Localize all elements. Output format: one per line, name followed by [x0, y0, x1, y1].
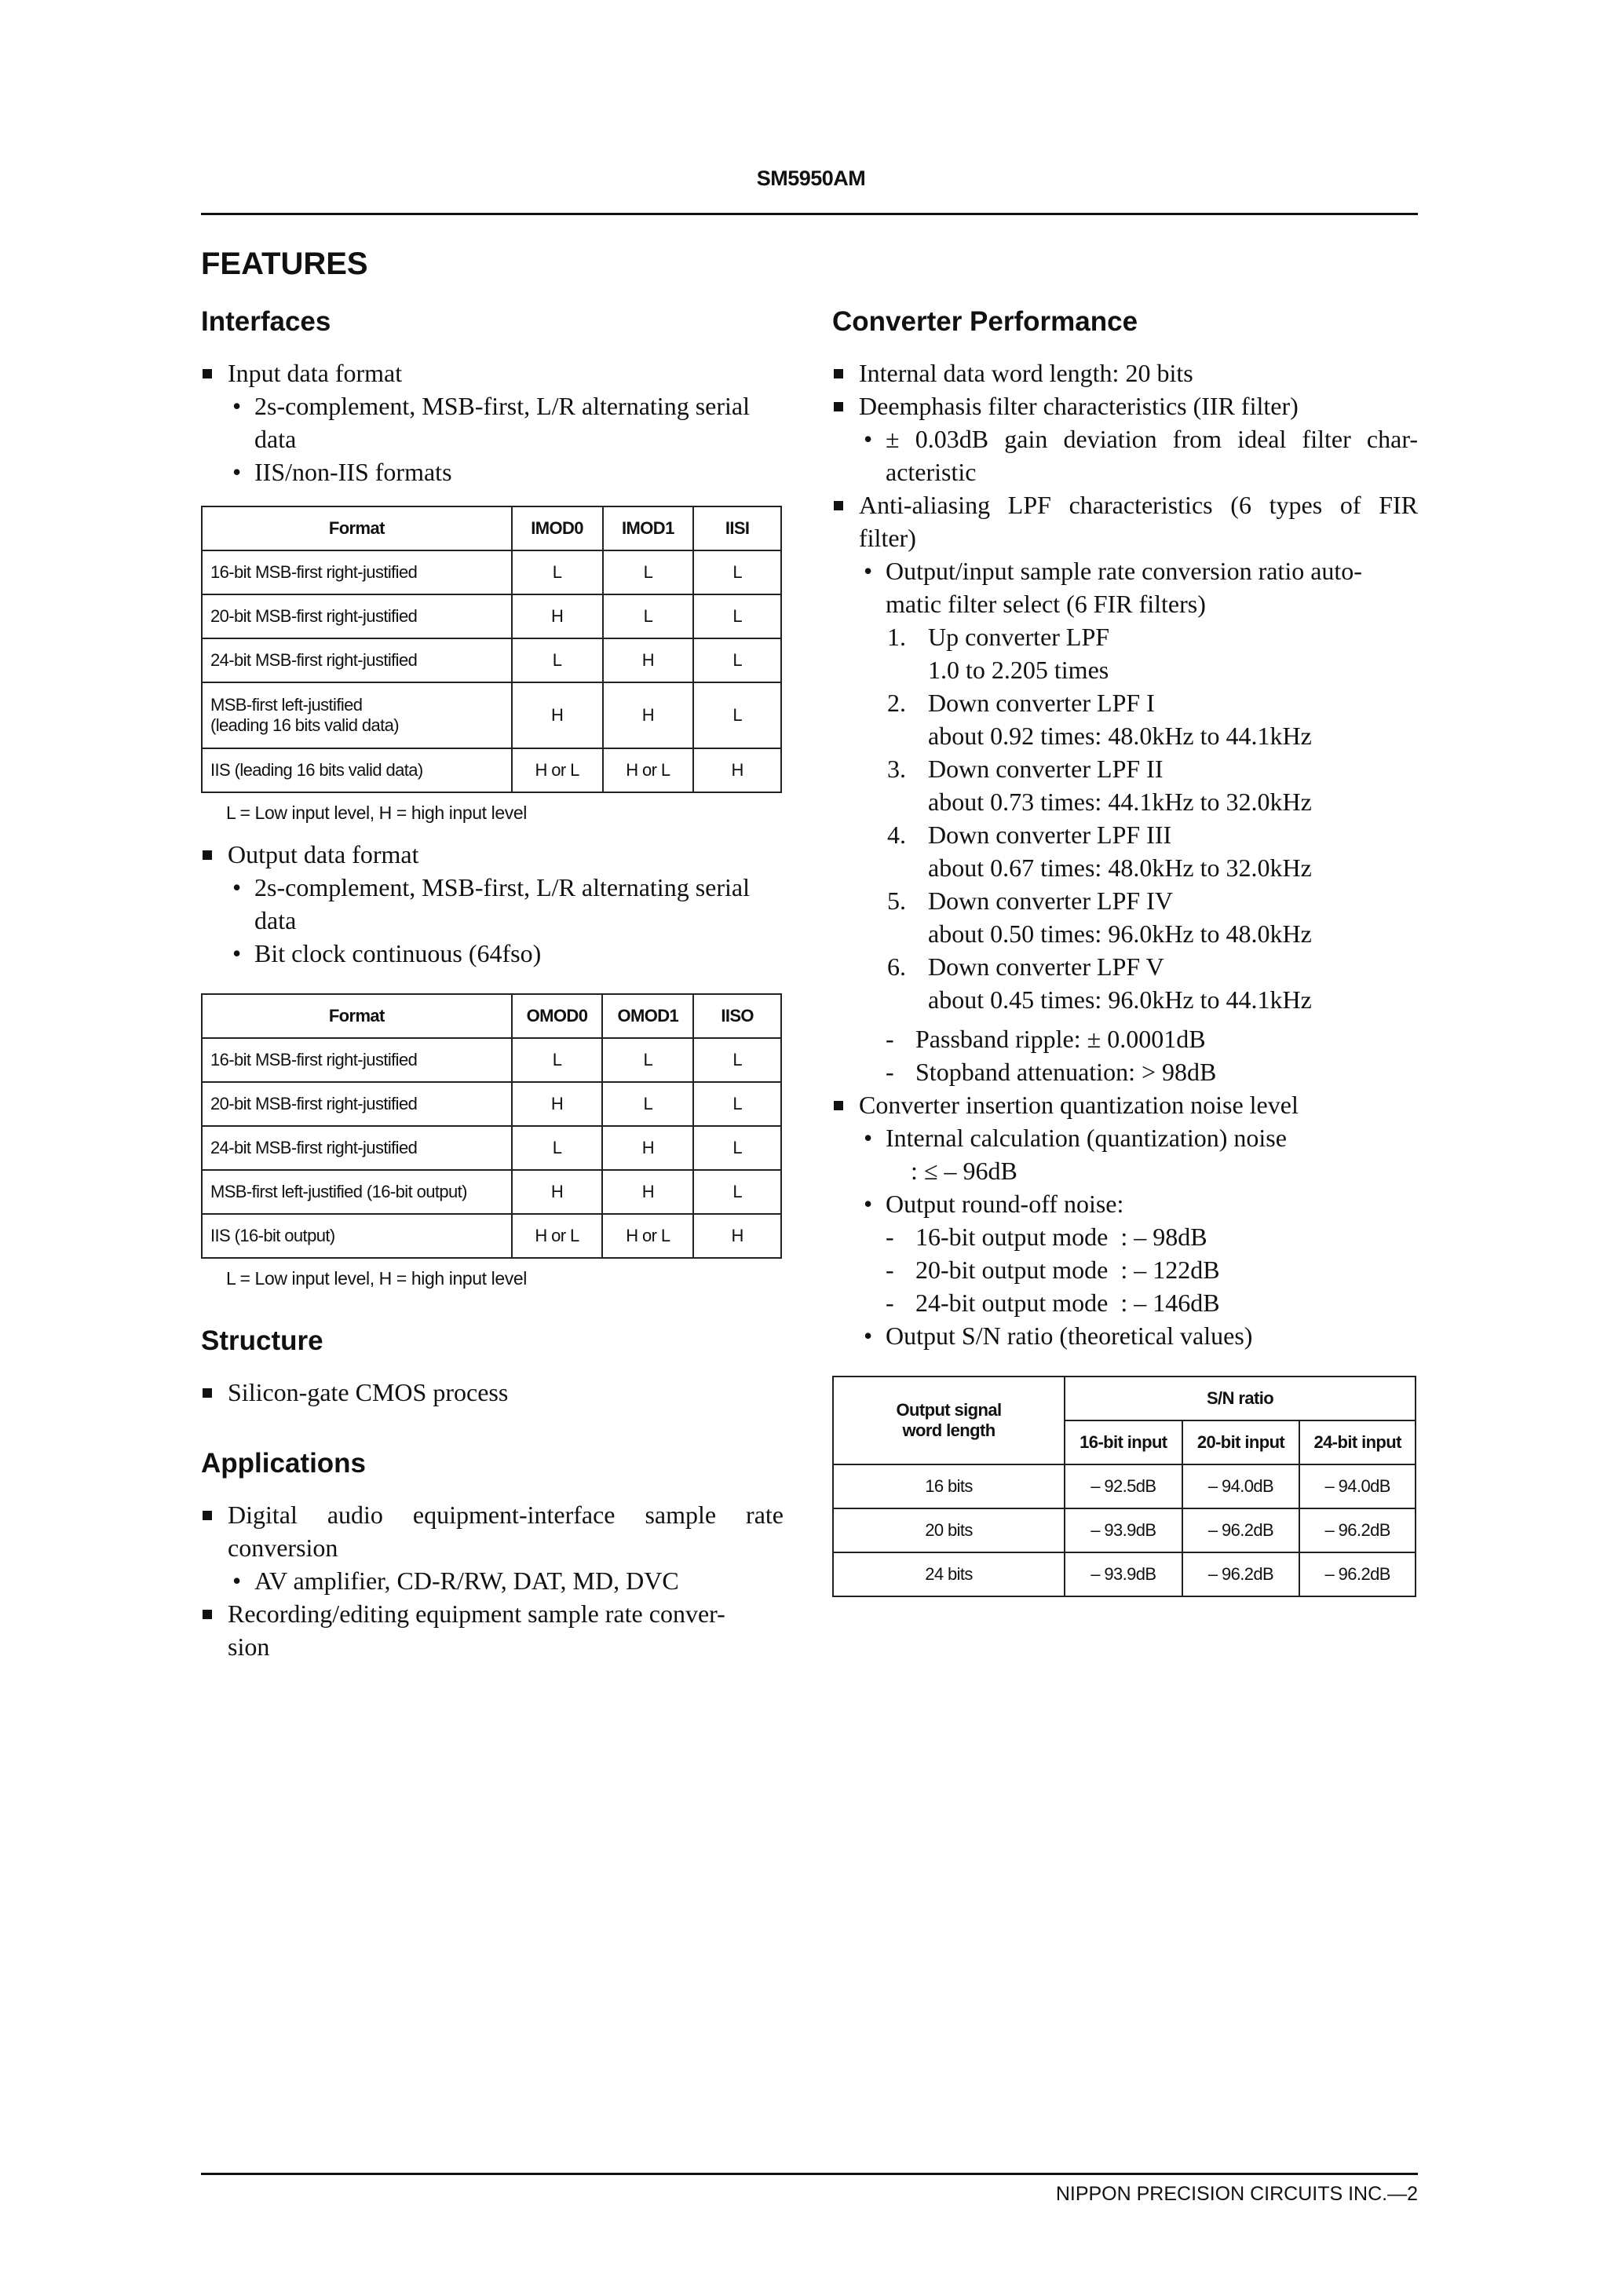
table-row [202, 682, 781, 748]
filter-name: Down converter LPF V [928, 952, 1164, 981]
left-column [201, 305, 784, 1663]
table-cell: IIS (leading 16 bits valid data) [202, 748, 512, 792]
page-header-title: SM5950AM [756, 166, 866, 190]
perf-item-cont: filter) [859, 524, 916, 552]
input-format-bullet: • 2s-complement, MSB-first, L/R alternating serial [201, 389, 784, 422]
table-header: S/N ratio [1065, 1377, 1416, 1420]
table-header: OMOD1 [602, 994, 693, 1038]
filter-detail: about 0.45 times: 96.0kHz to 44.1kHz [928, 985, 1312, 1014]
passband-ripple: - Passband ripple: ± 0.0001dB [832, 1022, 1418, 1055]
table-cell: L [603, 594, 694, 638]
table-cell: H [603, 682, 694, 748]
filter-name: Down converter LPF II [928, 755, 1164, 783]
filter-detail: 1.0 to 2.205 times [928, 656, 1109, 684]
perf-bullet-cont: acteristic [886, 458, 977, 486]
table-cell: – 92.5dB [1065, 1464, 1182, 1508]
table-cell: – 96.2dB [1182, 1552, 1300, 1596]
page-footer: NIPPON PRECISION CIRCUITS INC.—2 [1055, 2183, 1418, 2205]
table-cell: H or L [602, 1214, 693, 1258]
input-format-item: Input data format [201, 356, 784, 389]
applications-item: Digital audio equipment-interface sample rate [201, 1498, 784, 1531]
perf-item: Deemphasis filter characteristics (IIR filter) [832, 389, 1418, 422]
table-cell: H [512, 682, 603, 748]
table-row [202, 594, 781, 638]
table-cell: H [512, 594, 603, 638]
perf-bullet: • Output/input sample rate conversion ratio auto- [832, 554, 1418, 587]
list-number: 1. [887, 623, 906, 651]
filter-name: Down converter LPF IV [928, 887, 1173, 915]
table-cell: L [512, 550, 603, 594]
table-cell: H or L [603, 748, 694, 792]
noise-bullet-value: : ≤ – 96dB [911, 1157, 1017, 1185]
cell-line: (leading 16 bits valid data) [210, 715, 400, 735]
filter-name: Up converter LPF [928, 623, 1110, 651]
list-number: 4. [887, 821, 906, 849]
header-rule [201, 213, 1418, 215]
table-cell: 20-bit MSB-first right-justified [202, 1082, 512, 1126]
list-item [832, 818, 1418, 851]
table-cell: H [693, 1214, 781, 1258]
table-cell: H [512, 1170, 603, 1214]
table-cell: L [512, 1126, 603, 1170]
list-number: 6. [887, 952, 906, 981]
output-format-bullet: • Bit clock continuous (64fso) [201, 937, 784, 970]
table-cell: L [693, 638, 781, 682]
filter-detail: about 0.67 times: 48.0kHz to 32.0kHz [928, 854, 1312, 882]
table-row [833, 1552, 1416, 1596]
table-header [833, 1377, 1065, 1464]
table-cell: H or L [512, 1214, 603, 1258]
perf-bullet: • ± 0.03dB gain deviation from ideal filter char- [832, 422, 1418, 455]
table-row [833, 1508, 1416, 1552]
table-cell: H [512, 1082, 603, 1126]
noise-bullet: • Output round-off noise: [832, 1187, 1418, 1220]
table-header: 20-bit input [1182, 1420, 1300, 1464]
perf-item: Anti-aliasing LPF characteristics (6 types of FIR [832, 488, 1418, 521]
table-header: Format [202, 994, 512, 1038]
table-cell: – 96.2dB [1299, 1508, 1416, 1552]
table-cell: L [693, 1038, 781, 1082]
table-cell: IIS (16-bit output) [202, 1214, 512, 1258]
table-cell: H or L [512, 748, 603, 792]
input-format-bullet-cont: data [254, 425, 297, 453]
filter-list [832, 620, 1418, 1016]
filter-detail: about 0.92 times: 48.0kHz to 44.1kHz [928, 722, 1312, 750]
table-cell: 20 bits [833, 1508, 1065, 1552]
applications-item-cont: sion [228, 1632, 270, 1661]
input-format-bullet: • IIS/non-IIS formats [201, 455, 784, 488]
header-line: word length [902, 1420, 995, 1440]
table-cell: L [693, 1170, 781, 1214]
header-line: Output signal [896, 1400, 1002, 1420]
table-cell: – 93.9dB [1065, 1552, 1182, 1596]
table-cell: 16 bits [833, 1464, 1065, 1508]
table-cell [202, 682, 512, 748]
list-number: 5. [887, 887, 906, 915]
table-cell: – 94.0dB [1299, 1464, 1416, 1508]
list-item [832, 884, 1418, 917]
noise-dash: - 24-bit output mode : – 146dB [832, 1286, 1418, 1319]
footer-rule [201, 2173, 1418, 2175]
table-cell: 16-bit MSB-first right-justified [202, 550, 512, 594]
noise-bullet: • Output S/N ratio (theoretical values) [832, 1319, 1418, 1352]
table-cell: 20-bit MSB-first right-justified [202, 594, 512, 638]
noise-item: Converter insertion quantization noise level [832, 1088, 1418, 1121]
table-cell: 24-bit MSB-first right-justified [202, 1126, 512, 1170]
noise-bullet: • Internal calculation (quantization) noise [832, 1121, 1418, 1154]
table-row [202, 1082, 781, 1126]
table-cell: L [602, 1038, 693, 1082]
list-item [832, 686, 1418, 719]
table-cell: H [602, 1170, 693, 1214]
table-cell: – 96.2dB [1182, 1508, 1300, 1552]
output-table-note: L = Low input level, H = high input level [226, 1268, 527, 1289]
perf-item: Internal data word length: 20 bits [832, 356, 1418, 389]
table-cell: L [693, 682, 781, 748]
structure-heading: Structure [201, 1325, 323, 1356]
right-column [832, 305, 1418, 1597]
table-cell: L [693, 550, 781, 594]
table-cell: L [602, 1082, 693, 1126]
table-cell: 16-bit MSB-first right-justified [202, 1038, 512, 1082]
table-header: OMOD0 [512, 994, 603, 1038]
table-header: IISO [693, 994, 781, 1038]
table-cell: L [693, 1082, 781, 1126]
input-table-note: L = Low input level, H = high input level [226, 803, 527, 823]
table-cell: L [693, 594, 781, 638]
table-cell: L [512, 1038, 603, 1082]
cell-line: MSB-first left-justified [210, 695, 363, 715]
structure-item: Silicon-gate CMOS process [201, 1376, 784, 1409]
table-cell: – 94.0dB [1182, 1464, 1300, 1508]
table-header: 16-bit input [1065, 1420, 1182, 1464]
output-format-item: Output data format [201, 838, 784, 871]
input-format-table [201, 506, 782, 793]
interfaces-heading: Interfaces [201, 306, 331, 337]
table-header: 24-bit input [1299, 1420, 1416, 1464]
table-row [833, 1464, 1416, 1508]
table-cell: – 93.9dB [1065, 1508, 1182, 1552]
table-row [202, 638, 781, 682]
output-format-bullet: • 2s-complement, MSB-first, L/R alternating serial [201, 871, 784, 904]
table-cell: H [602, 1126, 693, 1170]
table-header: IISI [693, 506, 781, 550]
applications-item: Recording/editing equipment sample rate conver- [201, 1597, 784, 1630]
table-row [202, 1214, 781, 1258]
noise-dash: - 16-bit output mode : – 98dB [832, 1220, 1418, 1253]
output-format-bullet-cont: data [254, 906, 297, 934]
table-cell: 24 bits [833, 1552, 1065, 1596]
applications-item-cont: conversion [228, 1534, 338, 1562]
stopband-attenuation: - Stopband attenuation: > 98dB [832, 1055, 1418, 1088]
table-cell: L [603, 550, 694, 594]
filter-name: Down converter LPF I [928, 689, 1155, 717]
filter-detail: about 0.73 times: 44.1kHz to 32.0kHz [928, 788, 1312, 816]
table-row [202, 550, 781, 594]
sn-ratio-table [832, 1376, 1416, 1597]
table-row [202, 1038, 781, 1082]
table-header: IMOD0 [512, 506, 603, 550]
list-number: 3. [887, 755, 906, 783]
table-cell: H [693, 748, 781, 792]
applications-heading: Applications [201, 1448, 367, 1479]
output-format-table [201, 993, 782, 1259]
table-header: IMOD1 [603, 506, 694, 550]
table-row [202, 1170, 781, 1214]
noise-dash: - 20-bit output mode : – 122dB [832, 1253, 1418, 1286]
perf-bullet-cont: matic filter select (6 FIR filters) [886, 590, 1206, 618]
table-row [202, 748, 781, 792]
list-item [832, 752, 1418, 785]
list-item [832, 950, 1418, 983]
table-header: Format [202, 506, 512, 550]
table-cell: 24-bit MSB-first right-justified [202, 638, 512, 682]
filter-detail: about 0.50 times: 96.0kHz to 48.0kHz [928, 919, 1312, 948]
table-row [202, 1126, 781, 1170]
table-cell: MSB-first left-justified (16-bit output) [202, 1170, 512, 1214]
table-cell: L [693, 1126, 781, 1170]
table-cell: L [512, 638, 603, 682]
converter-performance-heading: Converter Performance [832, 306, 1138, 337]
applications-bullet: • AV amplifier, CD-R/RW, DAT, MD, DVC [201, 1564, 784, 1597]
table-cell: – 96.2dB [1299, 1552, 1416, 1596]
features-heading: FEATURES [201, 247, 368, 281]
list-number: 2. [887, 689, 906, 717]
list-item [832, 620, 1418, 653]
filter-name: Down converter LPF III [928, 821, 1172, 849]
table-cell: H [603, 638, 694, 682]
